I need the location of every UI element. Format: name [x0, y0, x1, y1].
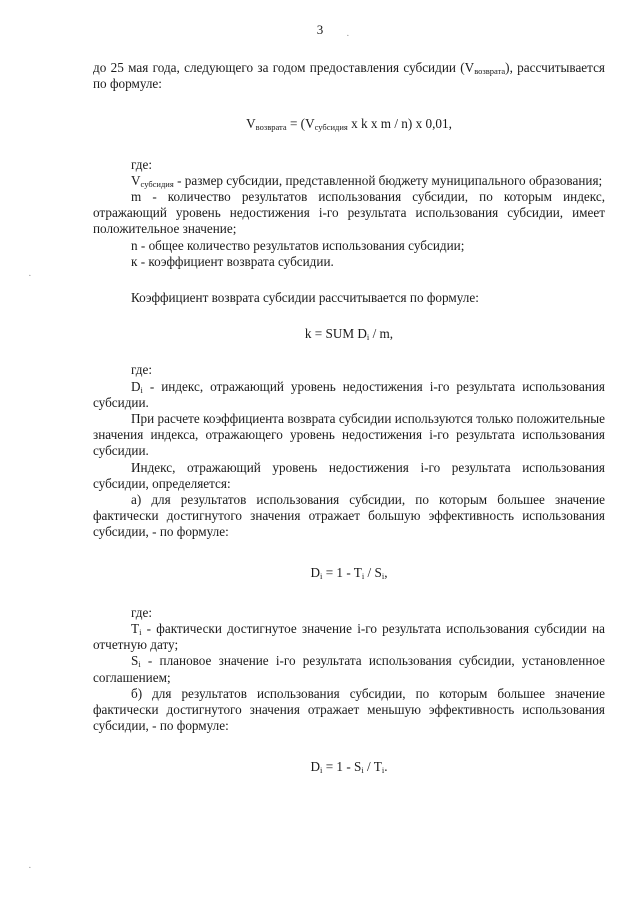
scan-mark: ·	[28, 270, 32, 282]
page-number: 3	[316, 22, 324, 37]
definition-s: $S_i$ - плановое значение i-го результата использования субсидии, установленное соглашением;	[93, 653, 605, 685]
definition-v: $V_{субсидия}$ - размер субсидии, представленной бюджету муниципального образования;	[131, 172, 603, 189]
formula-index-a: $D_i = 1 - T_i / S_i$,	[310, 564, 388, 581]
paragraph-positive-values: При расчете коэффициента возврата субсидии используются только положительные значения индекса, отражающего уровень недостижения i-го результата использования субсидии.	[93, 411, 605, 459]
definition-t: $T_i$ - фактически достигнутое значение i-го результата использования субсидии на отчетную дату;	[93, 621, 605, 653]
coefficient-intro: Коэффициент возврата субсидии рассчитывается по формуле:	[131, 290, 479, 306]
definition-d: $D_i$ - индекс, отражающий уровень недостижения i-го результата использования субсидии.	[93, 378, 605, 410]
definition-m: m - количество результатов использования субсидии, по которым индекс, отражающий уровень недостижения i-го результата использования субсидии, имеет положительное значение;	[93, 189, 605, 237]
paragraph-case-b: б) для результатов использования субсидии, по которым большее значение фактически достигнутого значения отражает меньшую эффективность использования субсидии, - по формуле:	[93, 685, 605, 734]
formula-return-volume: $V_{возврата} = (V_{субсидия}$ x k x m / n) x 0,01,	[246, 116, 452, 133]
scan-mark: ·	[346, 30, 350, 42]
page-body	[93, 60, 605, 775]
where-label: где:	[131, 156, 152, 172]
where-label-3: где:	[131, 604, 152, 620]
intro-paragraph: до 25 мая года, следующего за годом предоставления субсидии $(V_{возврата})$, рассчитывается по формуле:	[93, 60, 605, 92]
scan-mark: ·	[28, 862, 32, 874]
where-label-2: где:	[131, 362, 152, 378]
formula-coefficient: k = SUM $D_i$ / m,	[304, 326, 394, 343]
definition-k: к - коэффициент возврата субсидии.	[131, 253, 334, 269]
formula-index-b: $D_i = 1 - S_i / T_i$.	[310, 758, 388, 775]
definition-n: n - общее количество результатов использования субсидии;	[131, 237, 465, 253]
paragraph-case-a: а) для результатов использования субсидии, по которым большее значение фактически достигнутого значения отражает большую эффективность использования субсидии, - по формуле:	[93, 492, 605, 540]
paragraph-index-definition: Индекс, отражающий уровень недостижения i-го результата использования субсидии, определяется:	[93, 459, 605, 491]
